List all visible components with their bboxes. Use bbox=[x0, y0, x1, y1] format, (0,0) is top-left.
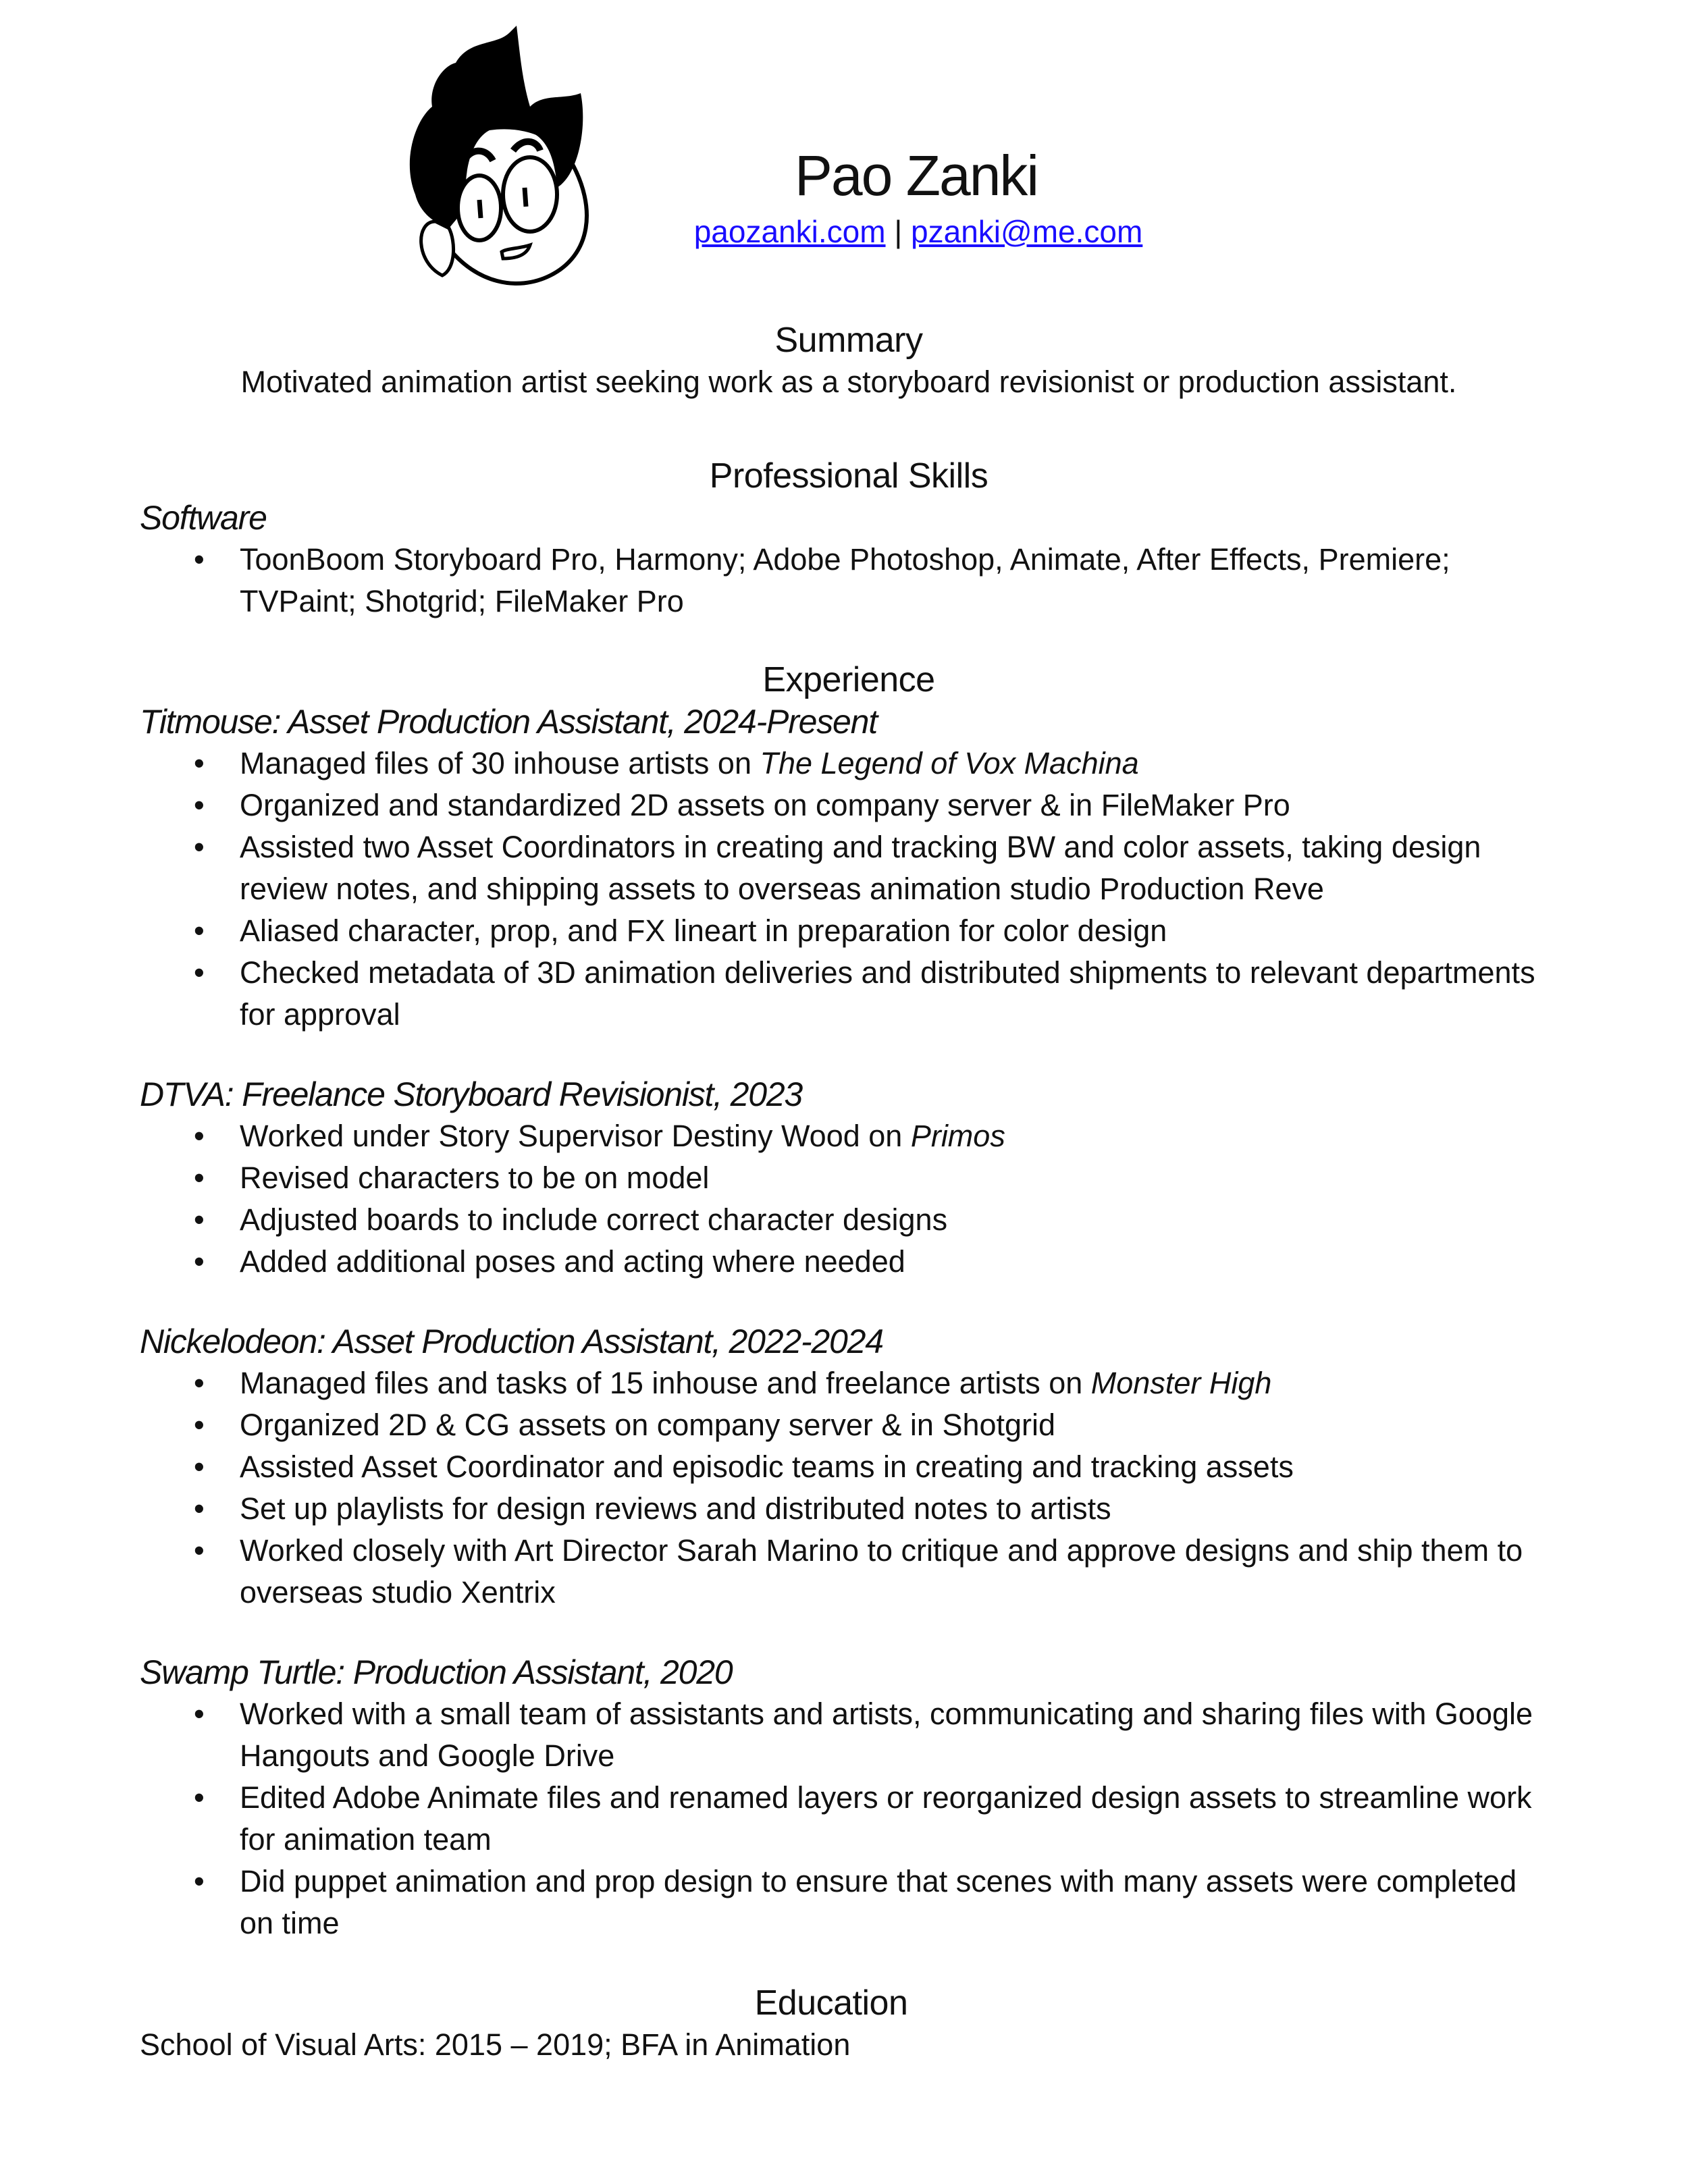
skills-list bbox=[140, 539, 1558, 622]
job-bullets bbox=[140, 1693, 1558, 1944]
bullet: • bbox=[194, 1119, 205, 1153]
list-item-text: Worked under Story Supervisor Destiny Wood on bbox=[240, 1119, 911, 1153]
job-bullets bbox=[140, 1115, 1558, 1283]
show-title: Monster High bbox=[1090, 1366, 1272, 1400]
job-bullets bbox=[140, 1362, 1558, 1614]
list-item bbox=[140, 743, 1558, 784]
bullet: • bbox=[194, 1780, 205, 1815]
list-item-text: ToonBoom Storyboard Pro, Harmony; Adobe Photoshop, Animate, After Effects, Premiere; TVPaint; Shotgrid; FileMaker Pro bbox=[240, 542, 1450, 618]
list-item-text: Assisted Asset Coordinator and episodic teams in creating and tracking assets bbox=[240, 1449, 1294, 1484]
list-item-text: Revised characters to be on model bbox=[240, 1161, 710, 1195]
bullet: • bbox=[194, 1491, 205, 1526]
list-item bbox=[140, 1199, 1558, 1241]
list-item-text: Did puppet animation and prop design to ensure that scenes with many assets were completed on time bbox=[240, 1864, 1517, 1940]
separator: | bbox=[894, 214, 903, 249]
list-item bbox=[140, 1404, 1558, 1446]
bullet: • bbox=[194, 830, 205, 864]
list-item-text: Organized 2D & CG assets on company server & in Shotgrid bbox=[240, 1408, 1056, 1442]
bullet: • bbox=[194, 955, 205, 990]
cartoon-avatar-image bbox=[402, 26, 631, 289]
experience-heading: Experience bbox=[762, 660, 935, 699]
bullet: • bbox=[194, 1864, 205, 1898]
list-item bbox=[140, 1861, 1558, 1944]
list-item bbox=[140, 1530, 1558, 1614]
website-link[interactable]: paozanki.com bbox=[693, 214, 886, 249]
list-item bbox=[140, 1115, 1558, 1157]
list-item-text: Organized and standardized 2D assets on company server & in FileMaker Pro bbox=[240, 788, 1290, 822]
bullet: • bbox=[194, 913, 205, 948]
list-item bbox=[140, 784, 1558, 826]
list-item bbox=[140, 1362, 1558, 1404]
contact-links bbox=[648, 213, 1188, 250]
list-item bbox=[140, 1488, 1558, 1530]
jobs-list bbox=[140, 701, 1558, 1944]
list-item-text: Adjusted boards to include correct character designs bbox=[240, 1202, 948, 1237]
list-item bbox=[140, 910, 1558, 952]
skills-category: Software bbox=[140, 499, 267, 537]
list-item bbox=[140, 1446, 1558, 1488]
summary-text: Motivated animation artist seeking work as a storyboard revisionist or production assistant. bbox=[240, 365, 1457, 399]
list-item-text: Assisted two Asset Coordinators in creating and tracking BW and color assets, taking design review notes, and shipping assets to overseas animation studio Production Reve bbox=[240, 830, 1481, 906]
list-item-text: Managed files of 30 inhouse artists on bbox=[240, 746, 760, 780]
bullet: • bbox=[194, 1244, 205, 1279]
bullet: • bbox=[194, 1697, 205, 1731]
summary-heading: Summary bbox=[774, 321, 923, 360]
email-link[interactable]: pzanki@me.com bbox=[911, 214, 1143, 249]
bullet: • bbox=[194, 1161, 205, 1195]
job-title: Swamp Turtle: Production Assistant, 2020 bbox=[140, 1653, 733, 1691]
list-item bbox=[140, 539, 1558, 622]
bullet: • bbox=[194, 542, 205, 577]
job-title: Nickelodeon: Asset Production Assistant, 2022-2024 bbox=[140, 1323, 883, 1360]
list-item-text: Set up playlists for design reviews and distributed notes to artists bbox=[240, 1491, 1111, 1526]
candidate-name: Pao Zanki bbox=[794, 144, 1038, 207]
list-item bbox=[140, 1777, 1558, 1861]
list-item-text: Worked with a small team of assistants and artists, communicating and sharing files with Google Hangouts and Google Drive bbox=[240, 1697, 1533, 1773]
list-item bbox=[140, 1241, 1558, 1283]
education-heading: Education bbox=[754, 1983, 908, 2023]
list-item bbox=[140, 1693, 1558, 1777]
show-title: Primos bbox=[910, 1119, 1005, 1153]
list-item bbox=[140, 1157, 1558, 1199]
show-title: The Legend of Vox Machina bbox=[760, 746, 1139, 780]
bullet: • bbox=[194, 1533, 205, 1568]
education-text: School of Visual Arts: 2015 – 2019; BFA in Animation bbox=[140, 2027, 851, 2062]
list-item-text: Checked metadata of 3D animation deliveries and distributed shipments to relevant departments for approval bbox=[240, 955, 1535, 1032]
list-item-text: Added additional poses and acting where needed bbox=[240, 1244, 905, 1279]
bullet: • bbox=[194, 1449, 205, 1484]
bullet: • bbox=[194, 788, 205, 822]
bullet: • bbox=[194, 1408, 205, 1442]
bullet: • bbox=[194, 1366, 205, 1400]
bullet: • bbox=[194, 1202, 205, 1237]
job-title: DTVA: Freelance Storyboard Revisionist, 2023 bbox=[140, 1075, 803, 1113]
list-item bbox=[140, 952, 1558, 1036]
job-title: Titmouse: Asset Production Assistant, 2024-Present bbox=[140, 703, 877, 741]
list-item-text: Edited Adobe Animate files and renamed layers or reorganized design assets to streamline work for animation team bbox=[240, 1780, 1532, 1857]
bullet: • bbox=[194, 746, 205, 780]
list-item-text: Worked closely with Art Director Sarah Marino to critique and approve designs and ship them to overseas studio Xentrix bbox=[240, 1533, 1523, 1609]
list-item-text: Aliased character, prop, and FX lineart in preparation for color design bbox=[240, 913, 1167, 948]
skills-heading: Professional Skills bbox=[709, 456, 988, 496]
resume-body bbox=[140, 319, 1558, 2066]
job-bullets bbox=[140, 743, 1558, 1036]
list-item-text: Managed files and tasks of 15 inhouse and freelance artists on bbox=[240, 1366, 1091, 1400]
list-item bbox=[140, 826, 1558, 910]
